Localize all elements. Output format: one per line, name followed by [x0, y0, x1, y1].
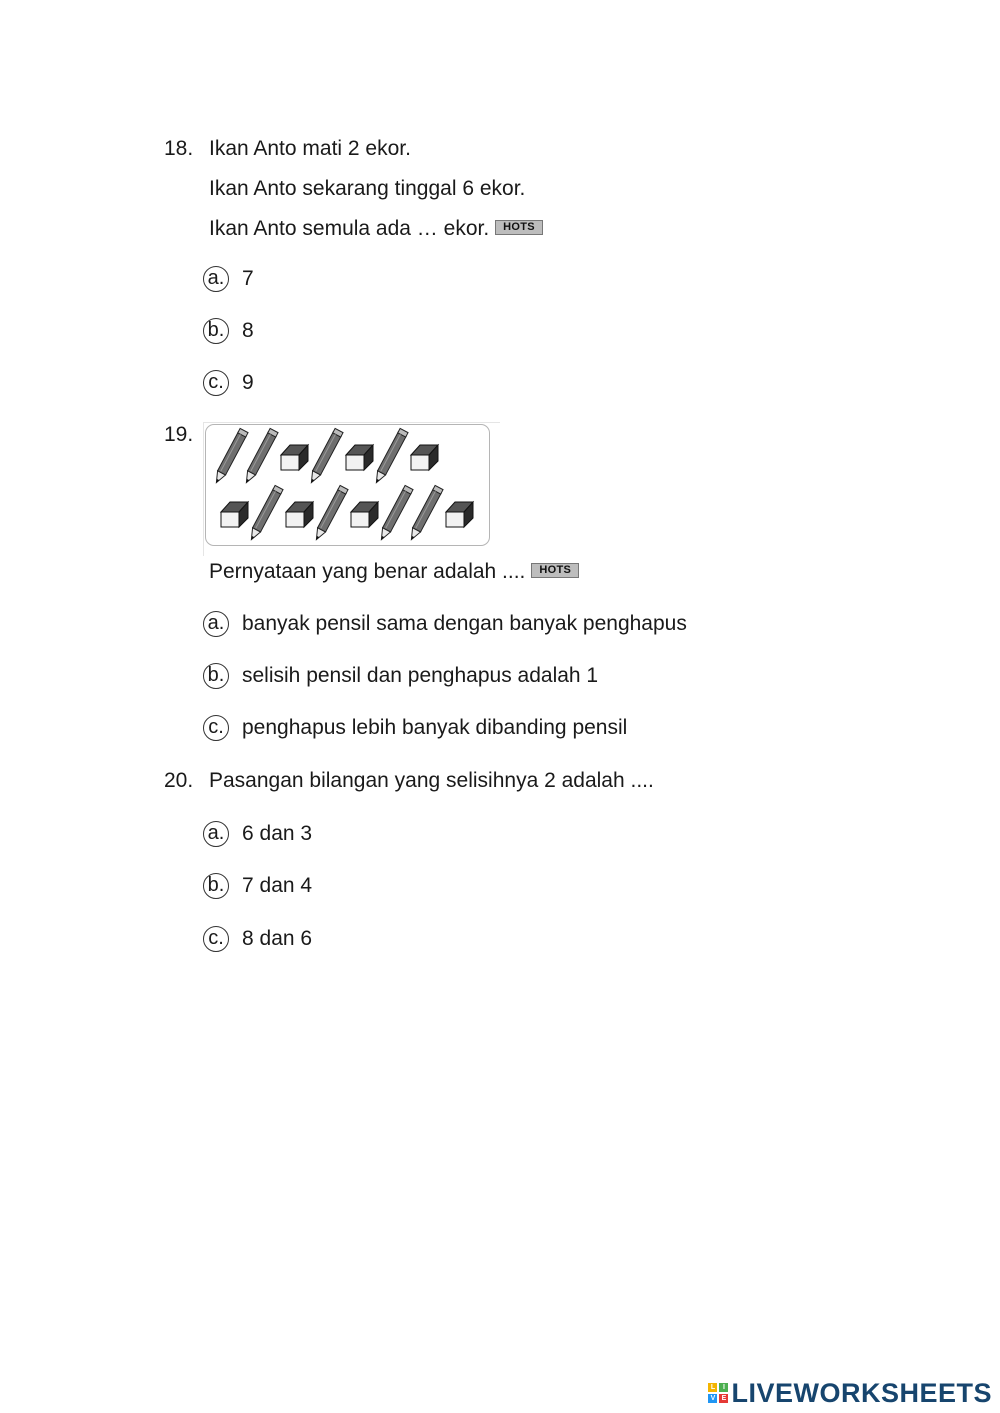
option-letter: a. [203, 821, 229, 847]
option-text: banyak pensil sama dengan banyak penghapus [242, 612, 687, 635]
question-19-option-a[interactable] [203, 609, 687, 639]
eraser-icon [221, 502, 248, 527]
pencil-icon [212, 428, 248, 484]
option-letter: b. [203, 318, 229, 344]
option-text: selisih pensil dan penghapus adalah 1 [242, 664, 599, 687]
question-20-number: 20. [164, 769, 194, 792]
pencil-icon [247, 485, 283, 541]
logo-square: E [719, 1394, 728, 1403]
option-text: 8 [242, 319, 254, 342]
pencil-icon [407, 485, 443, 541]
logo-square: L [708, 1383, 717, 1392]
option-text: 7 [242, 267, 254, 290]
eraser-icon [281, 445, 308, 470]
option-letter: a. [203, 266, 229, 292]
pencil-icon [377, 485, 413, 541]
question-19-option-b[interactable] [203, 661, 598, 691]
question-19-stem-line [209, 560, 579, 584]
pencil-eraser-illustration [206, 425, 491, 547]
option-letter: c. [203, 370, 229, 396]
eraser-icon [346, 445, 373, 470]
question-18-stem: Ikan Anto semula ada … ekor. [209, 217, 490, 240]
hots-badge: HOTS [495, 220, 543, 235]
question-18-line-3 [209, 217, 543, 241]
option-text: 8 dan 6 [242, 927, 313, 950]
option-letter: c. [203, 926, 229, 952]
eraser-icon [286, 502, 313, 527]
logo-square: I [719, 1383, 728, 1392]
eraser-icon [411, 445, 438, 470]
eraser-icon [351, 502, 378, 527]
question-20-option-a[interactable] [203, 819, 312, 849]
pencil-icon [242, 428, 278, 484]
question-18-line-1: Ikan Anto mati 2 ekor. [209, 137, 411, 160]
pencil-icon [312, 485, 348, 541]
question-18-number: 18. [164, 137, 194, 160]
option-text: 6 dan 3 [242, 822, 313, 845]
question-20-stem: Pasangan bilangan yang selisihnya 2 adalah .... [209, 769, 654, 792]
liveworksheets-brand [708, 1378, 992, 1408]
question-19-number: 19. [164, 423, 194, 446]
question-20-option-c[interactable] [203, 924, 312, 954]
eraser-icon [446, 502, 473, 527]
option-text: 7 dan 4 [242, 874, 313, 897]
option-text: 9 [242, 371, 254, 394]
question-18-line-2: Ikan Anto sekarang tinggal 6 ekor. [209, 177, 526, 200]
pencil-icon [372, 428, 408, 484]
liveworksheets-logo-icon [708, 1383, 728, 1403]
pencil-icon [307, 428, 343, 484]
option-letter: c. [203, 715, 229, 741]
question-18-option-c[interactable] [203, 368, 254, 398]
option-letter: b. [203, 663, 229, 689]
question-18-option-b[interactable] [203, 316, 254, 346]
option-letter: b. [203, 873, 229, 899]
hots-badge: HOTS [531, 563, 579, 578]
brand-text: LIVEWORKSHEETS [731, 1377, 992, 1408]
question-18-option-a[interactable] [203, 264, 254, 294]
question-19-option-c[interactable] [203, 713, 627, 743]
option-letter: a. [203, 611, 229, 637]
question-19-stem: Pernyataan yang benar adalah .... [209, 560, 526, 583]
question-20-option-b[interactable] [203, 871, 312, 901]
option-text: penghapus lebih banyak dibanding pensil [242, 716, 628, 739]
pencil-eraser-picture [205, 424, 490, 546]
logo-square: V [708, 1394, 717, 1403]
